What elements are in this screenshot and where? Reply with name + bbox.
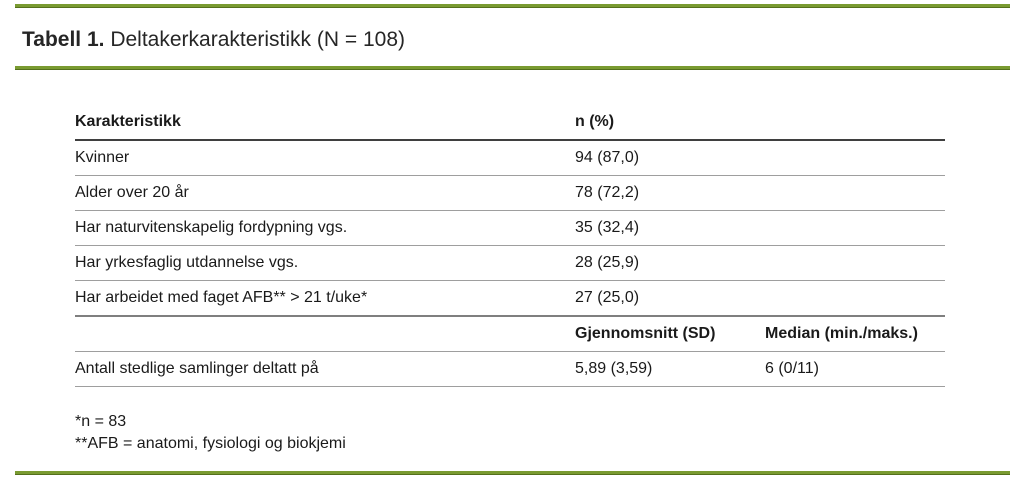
- column-header-cell: [75, 316, 575, 352]
- table-header-row: [75, 316, 945, 352]
- table-cell: [765, 281, 945, 317]
- table-row: [75, 246, 945, 281]
- table-cell: Kvinner: [75, 140, 575, 176]
- table-cell: [765, 211, 945, 246]
- table-title-number: Tabell 1.: [22, 28, 105, 51]
- table-cell: 35 (32,4): [575, 211, 765, 246]
- table-cell: [765, 176, 945, 211]
- table-row: [75, 352, 945, 387]
- column-header-cell: Gjennomsnitt (SD): [575, 316, 765, 352]
- footnote-n83: *n = 83: [75, 413, 127, 430]
- table-cell: Har yrkesfaglig utdannelse vgs.: [75, 246, 575, 281]
- table-row: [75, 140, 945, 176]
- data-table: [75, 105, 945, 387]
- footnotes: [75, 411, 346, 455]
- table-cell: 6 (0/11): [765, 352, 945, 387]
- column-header-cell: Karakteristikk: [75, 105, 575, 140]
- table-cell: Har naturvitenskapelig fordypning vgs.: [75, 211, 575, 246]
- table-cell: Alder over 20 år: [75, 176, 575, 211]
- table-cell: 27 (25,0): [575, 281, 765, 317]
- table-body: [75, 105, 945, 387]
- table-title: [22, 28, 405, 52]
- column-header-cell: [765, 105, 945, 140]
- table-cell: [765, 246, 945, 281]
- table-cell: 5,89 (3,59): [575, 352, 765, 387]
- table-cell: Har arbeidet med faget AFB** > 21 t/uke*: [75, 281, 575, 317]
- bottom-accent-rule: [15, 471, 1010, 475]
- title-accent-rule: [15, 66, 1010, 70]
- column-header-cell: Median (min./maks.): [765, 316, 945, 352]
- table-header-row: [75, 105, 945, 140]
- footnote-afb: **AFB = anatomi, fysiologi og biokjemi: [75, 435, 346, 452]
- table-row: [75, 211, 945, 246]
- table-cell: [765, 140, 945, 176]
- top-accent-rule: [15, 4, 1010, 8]
- table-cell: 78 (72,2): [575, 176, 765, 211]
- characteristics-table: [75, 105, 945, 387]
- table-title-text: Deltakerkarakteristikk (N = 108): [104, 28, 405, 51]
- table-row: [75, 281, 945, 317]
- table-cell: 28 (25,9): [575, 246, 765, 281]
- table-cell: Antall stedlige samlinger deltatt på: [75, 352, 575, 387]
- table-cell: 94 (87,0): [575, 140, 765, 176]
- table-row: [75, 176, 945, 211]
- column-header-cell: n (%): [575, 105, 765, 140]
